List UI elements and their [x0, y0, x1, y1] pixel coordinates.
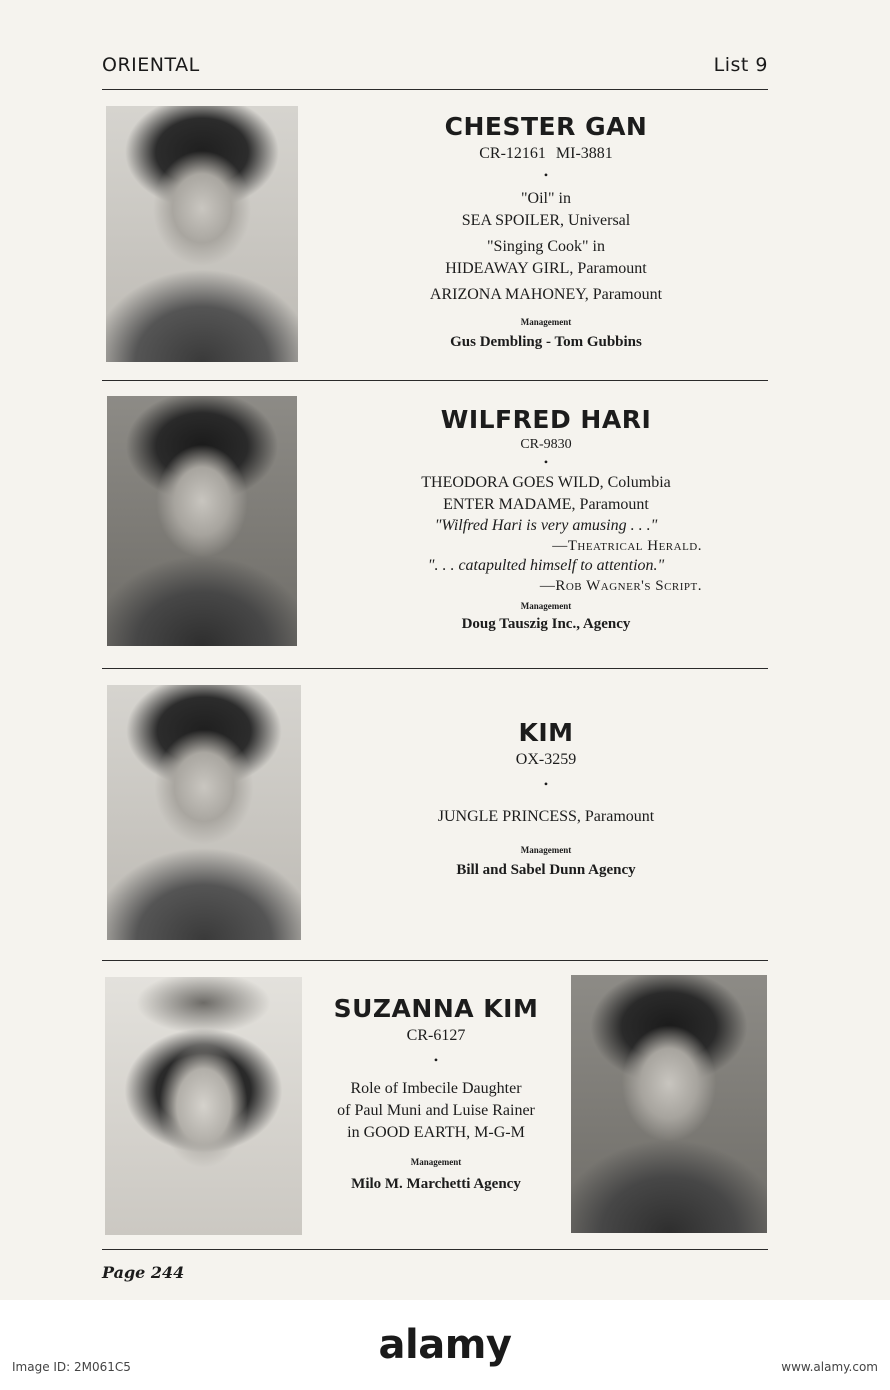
credit-line: "Singing Cook" in	[487, 238, 605, 255]
credit-line: SEA SPOILER, Universal	[461, 212, 631, 229]
bullet: •	[543, 168, 549, 182]
portrait-photo-kim	[107, 685, 301, 940]
bullet: •	[433, 1053, 439, 1067]
entry-kim	[346, 718, 746, 880]
actor-name: CHESTER GAN	[444, 112, 648, 141]
review-quote: ". . . catapulted himself to attention."	[427, 557, 665, 574]
portrait-photo-suzanna-kim	[105, 977, 302, 1235]
management-label: Management	[410, 1157, 462, 1167]
actor-name: WILFRED HARI	[440, 405, 652, 434]
actor-name: SUZANNA KIM	[333, 994, 539, 1023]
management-name: Gus Dembling - Tom Gubbins	[450, 334, 642, 350]
credit-line: Role of Imbecile Daughter	[350, 1080, 522, 1097]
footer-rule	[102, 1249, 768, 1250]
actor-name: KIM	[518, 718, 574, 747]
phone-numbers: CR-6127	[406, 1027, 466, 1044]
image-id-label: Image ID: 2M061C5	[12, 1360, 131, 1374]
alamy-logo: alamy	[378, 1322, 512, 1368]
list-number: List 9	[713, 54, 768, 76]
credit-line: of Paul Muni and Luise Rainer	[337, 1102, 535, 1119]
credit-line: "Oil" in	[521, 190, 571, 207]
entry-rule	[102, 960, 768, 961]
management-name: Milo M. Marchetti Agency	[351, 1176, 521, 1192]
management-name: Doug Tauszig Inc., Agency	[461, 616, 631, 632]
credit-line: in GOOD EARTH, M-G-M	[347, 1124, 525, 1141]
review-source: —Rob Wagner's Script.	[539, 578, 702, 594]
review-source: —Theatrical Herald.	[552, 538, 702, 554]
credit-line: HIDEAWAY GIRL, Paramount	[445, 260, 647, 277]
bullet: •	[543, 777, 549, 791]
management-name: Bill and Sabel Dunn Agency	[456, 862, 636, 878]
management-label: Management	[520, 601, 572, 611]
header-rule	[102, 89, 768, 90]
page-number: Page 244	[102, 1263, 185, 1282]
credit-line: THEODORA GOES WILD, Columbia	[421, 474, 671, 491]
review-quote: "Wilfred Hari is very amusing . . ."	[434, 517, 658, 534]
phone-numbers: CR-9830	[520, 437, 572, 452]
credit-line: ENTER MADAME, Paramount	[443, 496, 649, 513]
management-label: Management	[520, 845, 572, 855]
entry-wilfred-hari	[346, 405, 746, 634]
bullet: •	[543, 455, 549, 469]
entry-rule	[102, 668, 768, 669]
entry-suzanna-kim	[316, 994, 556, 1194]
site-url: www.alamy.com	[781, 1360, 878, 1374]
phone-numbers: CR-12161 MI-3881	[479, 145, 613, 162]
credit-line: ARIZONA MAHONEY, Paramount	[429, 286, 663, 303]
entry-rule	[102, 380, 768, 381]
section-title: ORIENTAL	[102, 54, 200, 76]
entry-chester-gan	[346, 112, 746, 352]
management-label: Management	[520, 317, 572, 327]
dance-pose-photo-suzanna-kim	[571, 975, 767, 1233]
page-header	[102, 52, 768, 82]
credit-line: JUNGLE PRINCESS, Paramount	[437, 808, 655, 825]
portrait-photo-chester-gan	[106, 106, 298, 362]
phone-numbers: OX-3259	[515, 751, 577, 768]
portrait-photo-wilfred-hari	[107, 396, 297, 646]
